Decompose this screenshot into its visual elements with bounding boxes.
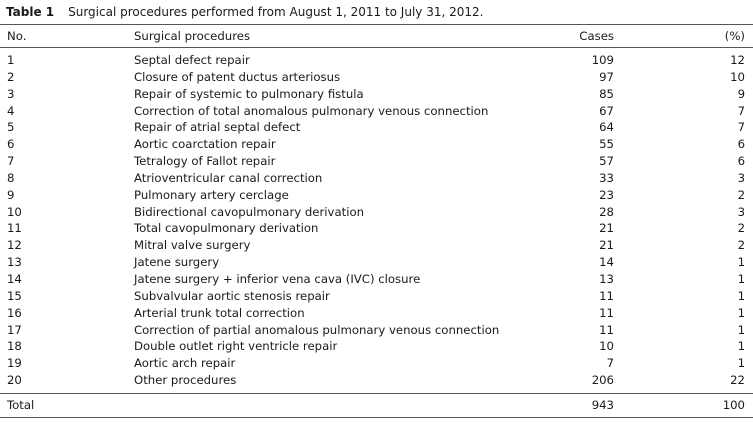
row-percent: 1 [737, 339, 745, 354]
row-no: 16 [7, 305, 22, 320]
row-procedure: Correction of partial anomalous pulmonary venous connection [134, 322, 500, 337]
row-cases: 55 [599, 137, 614, 152]
row-percent: 7 [737, 103, 745, 118]
row-percent: 12 [730, 53, 745, 67]
row-no: 3 [7, 86, 15, 101]
row-no: 14 [7, 271, 22, 286]
row-cases: 21 [599, 221, 614, 236]
row-cases: 23 [599, 187, 614, 202]
row-percent: 1 [737, 271, 745, 286]
row-no: 2 [7, 69, 15, 84]
table-row [0, 52, 753, 69]
row-percent: 1 [737, 305, 745, 320]
table-row [0, 254, 753, 271]
row-percent: 6 [737, 154, 745, 169]
row-no: 5 [7, 120, 15, 135]
row-no: 10 [7, 204, 22, 219]
row-procedure: Other procedures [134, 373, 237, 388]
row-percent: 10 [730, 69, 745, 84]
total-percent: 100 [722, 398, 745, 412]
table-label: Table 1 [6, 5, 55, 19]
table-row [0, 271, 753, 288]
row-procedure: Atrioventricular canal correction [134, 170, 323, 185]
row-no: 12 [7, 238, 22, 253]
table-row [0, 322, 753, 339]
row-procedure: Repair of atrial septal defect [134, 120, 301, 135]
row-cases: 11 [599, 305, 614, 320]
row-procedure: Aortic arch repair [134, 356, 236, 371]
row-no: 9 [7, 187, 15, 202]
bottom-rule [0, 417, 753, 418]
row-cases: 11 [599, 288, 614, 303]
header-procedure: Surgical procedures [134, 29, 251, 43]
row-no: 19 [7, 356, 22, 371]
row-procedure: Subvalvular aortic stenosis repair [134, 288, 330, 303]
row-percent: 1 [737, 356, 745, 371]
row-cases: 7 [606, 356, 614, 371]
row-no: 6 [7, 137, 15, 152]
table-row [0, 153, 753, 170]
row-procedure: Total cavopulmonary derivation [134, 221, 319, 236]
row-procedure: Jatene surgery [134, 255, 220, 270]
table-caption [6, 5, 483, 20]
row-no: 8 [7, 170, 15, 185]
row-procedure: Aortic coarctation repair [134, 137, 276, 152]
row-percent: 2 [737, 187, 745, 202]
table-row [0, 305, 753, 322]
row-no: 15 [7, 288, 22, 303]
row-percent: 2 [737, 221, 745, 236]
top-rule [0, 24, 753, 25]
table-row [0, 338, 753, 355]
row-percent: 3 [737, 170, 745, 185]
row-cases: 28 [599, 204, 614, 219]
total-cases: 943 [591, 398, 614, 412]
row-procedure: Septal defect repair [134, 53, 250, 67]
table-row [0, 187, 753, 204]
header-rule [0, 47, 753, 48]
header-no: No. [7, 29, 27, 43]
row-percent: 1 [737, 322, 745, 337]
row-procedure: Arterial trunk total correction [134, 305, 305, 320]
row-percent: 7 [737, 120, 745, 135]
row-procedure: Repair of systemic to pulmonary fistula [134, 86, 364, 101]
row-cases: 97 [599, 69, 614, 84]
row-cases: 10 [599, 339, 614, 354]
row-percent: 3 [737, 204, 745, 219]
row-cases: 21 [599, 238, 614, 253]
row-cases: 64 [599, 120, 614, 135]
row-cases: 206 [591, 373, 614, 388]
row-procedure: Correction of total anomalous pulmonary venous connection [134, 103, 489, 118]
row-no: 13 [7, 255, 22, 270]
table-row [0, 170, 753, 187]
row-percent: 22 [730, 373, 745, 388]
row-procedure: Mitral valve surgery [134, 238, 251, 253]
table-row [0, 136, 753, 153]
table-row [0, 355, 753, 372]
row-no: 11 [7, 221, 22, 236]
table-row [0, 288, 753, 305]
row-procedure: Jatene surgery + inferior vena cava (IVC) closure [134, 271, 421, 286]
table-body [0, 52, 753, 389]
total-label: Total [7, 398, 35, 412]
row-cases: 57 [599, 154, 614, 169]
row-procedure: Pulmonary artery cerclage [134, 187, 289, 202]
row-procedure: Closure of patent ductus arteriosus [134, 69, 341, 84]
table-caption-text: Surgical procedures performed from August 1, 2011 to July 31, 2012. [68, 5, 484, 19]
row-no: 4 [7, 103, 15, 118]
table-row [0, 372, 753, 389]
table-row [0, 86, 753, 103]
row-percent: 9 [737, 86, 745, 101]
row-procedure: Double outlet right ventricle repair [134, 339, 338, 354]
row-no: 7 [7, 154, 15, 169]
row-cases: 85 [599, 86, 614, 101]
row-percent: 1 [737, 255, 745, 270]
table-row [0, 204, 753, 221]
table-row [0, 220, 753, 237]
row-cases: 11 [599, 322, 614, 337]
row-procedure: Bidirectional cavopulmonary derivation [134, 204, 365, 219]
row-percent: 1 [737, 288, 745, 303]
row-percent: 2 [737, 238, 745, 253]
row-no: 18 [7, 339, 22, 354]
table-row [0, 103, 753, 120]
header-cases: Cases [579, 29, 614, 43]
row-procedure: Tetralogy of Fallot repair [134, 154, 276, 169]
row-no: 20 [7, 373, 22, 388]
header-percent: (%) [724, 29, 745, 43]
row-no: 17 [7, 322, 22, 337]
row-cases: 67 [599, 103, 614, 118]
row-cases: 33 [599, 170, 614, 185]
row-percent: 6 [737, 137, 745, 152]
total-rule [0, 393, 753, 394]
row-no: 1 [7, 53, 15, 67]
table-row [0, 119, 753, 136]
row-cases: 13 [599, 271, 614, 286]
table-row [0, 69, 753, 86]
row-cases: 14 [599, 255, 614, 270]
row-cases: 109 [591, 53, 614, 67]
table-row [0, 237, 753, 254]
